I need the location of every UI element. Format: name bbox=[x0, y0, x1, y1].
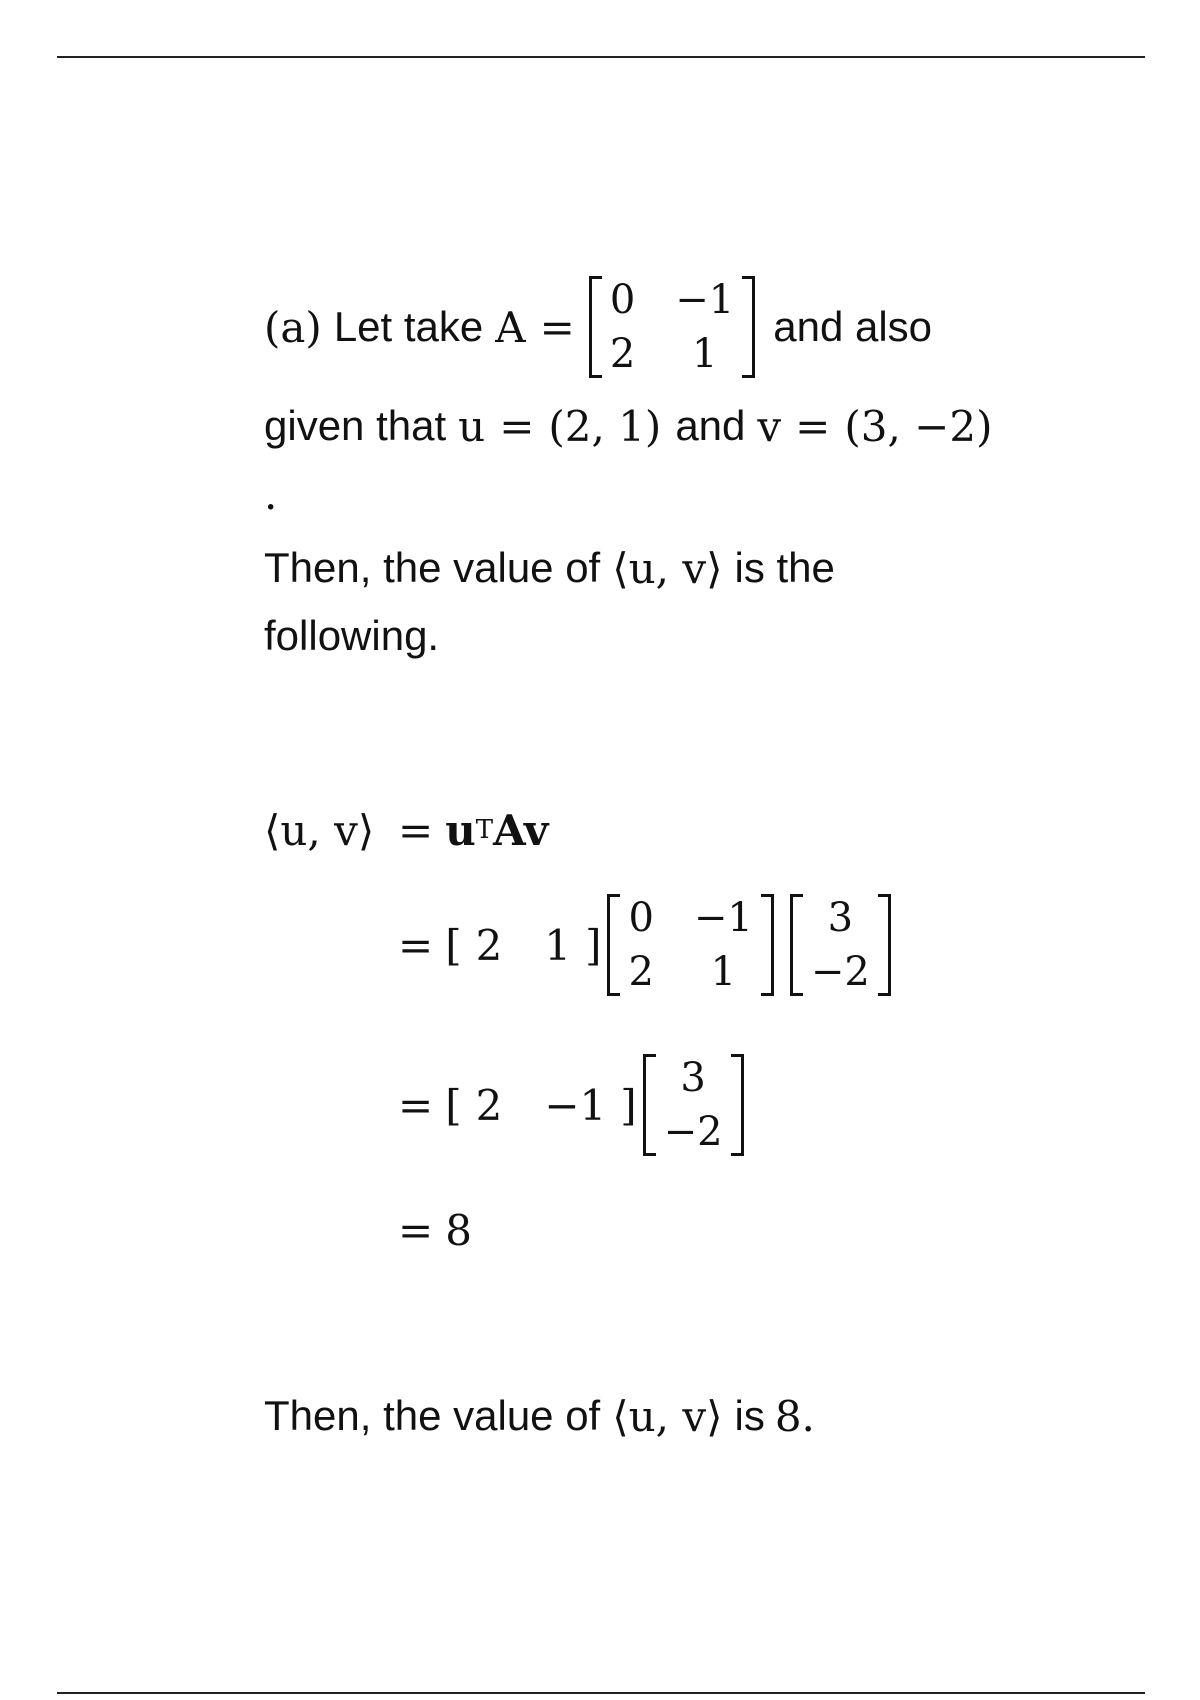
column-vector-v bbox=[790, 894, 891, 996]
matrix-cell: 1 bbox=[692, 331, 718, 377]
matrix-cell: −1 bbox=[693, 895, 753, 941]
matrix-bracket-right bbox=[731, 1054, 744, 1156]
u-bold: u bbox=[445, 805, 476, 855]
inner-product-symbol: ⟨u, v⟩ bbox=[612, 543, 723, 593]
symbol-u: u bbox=[458, 401, 486, 451]
problem-line-1 bbox=[264, 262, 932, 392]
matrix-cell: 2 bbox=[609, 331, 636, 377]
matrix-cell: 1 bbox=[710, 949, 737, 995]
part-label: (a) bbox=[264, 302, 322, 352]
problem-line-2 bbox=[264, 398, 992, 454]
matrix-bracket-left bbox=[790, 894, 803, 996]
row-cell: 1 bbox=[544, 920, 572, 970]
Av-bold: Av bbox=[493, 805, 549, 855]
matrix-bracket-left bbox=[607, 894, 620, 996]
equals-sign: = bbox=[398, 1080, 434, 1130]
matrix-bracket-right bbox=[761, 894, 774, 996]
matrix-bracket-left bbox=[643, 1054, 656, 1156]
matrix-bracket-right bbox=[878, 894, 891, 996]
row-cell: −1 bbox=[544, 1080, 607, 1130]
matrix-A bbox=[589, 276, 755, 378]
stray-dot: . bbox=[264, 470, 278, 519]
result-value: 8 bbox=[445, 1205, 472, 1255]
column-cell: 3 bbox=[827, 895, 854, 941]
symbol-A: A bbox=[495, 302, 526, 352]
equals-sign: = bbox=[398, 805, 434, 855]
matrix-A-step2 bbox=[607, 894, 773, 996]
derivation-step-2 bbox=[398, 880, 891, 1010]
column-cell: −2 bbox=[810, 949, 870, 995]
derivation-step-3 bbox=[398, 1040, 744, 1170]
column-cell: 3 bbox=[680, 1055, 706, 1101]
conclusion-line bbox=[264, 1386, 815, 1446]
conclusion-value: 8. bbox=[774, 1391, 815, 1441]
column-cell: −2 bbox=[663, 1109, 723, 1155]
v-value: (3, −2) bbox=[844, 401, 993, 451]
matrix-cell: 0 bbox=[609, 277, 636, 323]
equals-sign: = bbox=[795, 401, 831, 451]
derivation-step-1 bbox=[264, 800, 548, 860]
equals-sign: = bbox=[499, 401, 535, 451]
header-rule bbox=[57, 56, 1145, 58]
row-cell: 2 bbox=[475, 1080, 503, 1130]
inner-product-symbol: ⟨u, v⟩ bbox=[612, 1391, 723, 1441]
text-following: following. bbox=[264, 612, 440, 659]
text-is: is bbox=[734, 1392, 765, 1439]
equals-sign: = bbox=[398, 920, 434, 970]
transpose-superscript: T bbox=[475, 815, 494, 845]
matrix-bracket-right bbox=[742, 276, 755, 378]
row-vector-u: [ 2 1 ] bbox=[445, 920, 602, 970]
text-let-take: Let take bbox=[333, 303, 484, 350]
matrix-cell: −1 bbox=[675, 277, 735, 323]
derivation-lhs: ⟨u, v⟩ bbox=[264, 805, 375, 855]
text-and-also: and also bbox=[773, 303, 933, 350]
equals-sign: = bbox=[539, 302, 575, 352]
text-and: and bbox=[675, 402, 746, 449]
symbol-v: v bbox=[757, 401, 782, 451]
derivation-step-4 bbox=[398, 1200, 472, 1260]
row-vector-result: [ 2 −1 ] bbox=[445, 1080, 637, 1130]
text-then-value-of: Then, the value of bbox=[264, 544, 601, 591]
row-cell: 2 bbox=[475, 920, 503, 970]
problem-line-3 bbox=[264, 540, 835, 596]
u-value: (2, 1) bbox=[548, 401, 662, 451]
text-is-the: is the bbox=[734, 544, 835, 591]
matrix-bracket-left bbox=[589, 276, 602, 378]
column-vector-v bbox=[643, 1054, 744, 1156]
matrix-cell: 2 bbox=[628, 949, 654, 995]
matrix-cell: 0 bbox=[628, 895, 654, 941]
text-then-value-of: Then, the value of bbox=[264, 1392, 601, 1439]
text-given-that: given that bbox=[264, 402, 447, 449]
footer-rule bbox=[57, 1692, 1145, 1694]
equals-sign: = bbox=[398, 1205, 434, 1255]
